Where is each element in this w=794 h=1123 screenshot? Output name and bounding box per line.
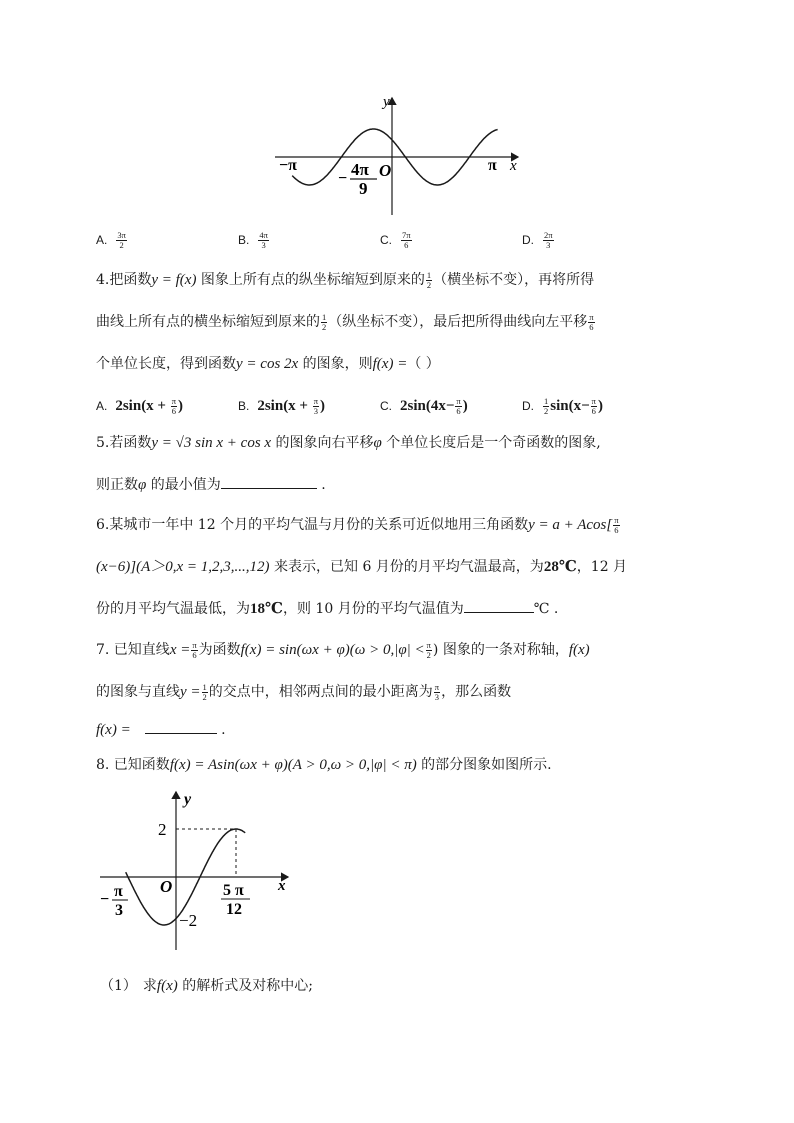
- pi-label: π: [488, 157, 497, 174]
- frac-num: 4π: [351, 160, 369, 179]
- option-label: D.: [522, 399, 534, 413]
- neg-pi3-den: 3: [115, 902, 123, 919]
- answer-blank[interactable]: [145, 719, 217, 734]
- two-label: 2: [158, 820, 167, 839]
- q7-line-2: 的图象与直线y = $\frac{1}{2}$ 的交点中，相邻两点间的最小距离为 $\frac{\pi}{3}$ ，那么函数: [96, 681, 512, 702]
- option-fraction: $\frac{7\pi}{6}$: [402, 230, 411, 250]
- option-fraction: $\frac{2\pi}{3}$: [544, 230, 553, 250]
- q3-option-a[interactable]: [96, 230, 128, 251]
- q6-line-2: (x−6)](A＞0,x = 1,2,3,...,12) 来表示，已知 6 月份的月平均气温最高，为28℃，12 月: [96, 559, 628, 575]
- q4-option-a[interactable]: A. 2sin(x + $\frac{\pi}{6}$ ): [96, 396, 184, 416]
- fivepi-den: 12: [226, 901, 242, 918]
- option-fraction: $\frac{3\pi}{2}$: [117, 230, 126, 250]
- y-axis-label: y: [383, 94, 390, 110]
- q5-line-2: 则正数φ 的最小值为 .: [96, 474, 326, 495]
- q3-option-c[interactable]: [380, 230, 413, 251]
- x-axis-label: x: [278, 878, 286, 894]
- option-label: D.: [522, 233, 534, 247]
- q8-sub1: （1） 求f(x) 的解析式及对称中心;: [100, 978, 313, 994]
- neg-pi-label: −π: [279, 157, 297, 174]
- q5-line-1: 5.若函数y = √3 sin x + cos x 的图象向右平移φ 个单位长度后是一个奇函数的图象,: [96, 435, 601, 451]
- option-label: C.: [380, 399, 392, 413]
- q7-line-1: 7. 已知直线x = $\frac{\pi}{6}$ 为函数f(x) = sin(ωx + φ)(ω > 0,|φ| < $\frac{\pi}{2}$ ) 图象的一条对称轴，f(x): [96, 639, 590, 660]
- q6-line-1: 6.某城市一年中 12 个月的平均气温与月份的关系可近似地用三角函数y = a + Acos[ $\frac{\pi}{6}$: [96, 514, 619, 535]
- fivepi-num: 5 π: [223, 882, 244, 899]
- neg-two-label: −2: [179, 911, 198, 930]
- y-axis-label: y: [184, 791, 192, 808]
- option-label: C.: [380, 233, 392, 247]
- q4-line-3: 个单位长度，得到函数y = cos 2x 的图象，则f(x) =（ ）: [96, 356, 440, 372]
- frac-sign: −: [338, 170, 348, 187]
- option-label: B.: [238, 399, 250, 413]
- figure-1-graph: [270, 90, 530, 220]
- neg-pi3-sign: −: [100, 891, 110, 908]
- answer-blank[interactable]: [221, 474, 317, 489]
- q8-line-1: 8. 已知函数f(x) = Asin(ωx + φ)(A > 0,ω > 0,|φ| < π) 的部分图象如图所示.: [96, 757, 552, 773]
- answer-blank[interactable]: [464, 598, 534, 613]
- option-label: B.: [238, 233, 250, 247]
- x-axis-label: x: [510, 158, 517, 174]
- origin-label: O: [160, 877, 173, 896]
- q3-option-d[interactable]: [522, 230, 555, 251]
- q4-option-c[interactable]: C. 2sin(4x− $\frac{\pi}{6}$ ): [380, 396, 468, 416]
- q3-option-b[interactable]: [238, 230, 270, 251]
- option-label: A.: [96, 399, 108, 413]
- q6-line-3: 份的月平均气温最低，为18℃，则 10 月份的平均气温值为 ℃ .: [96, 598, 558, 619]
- origin-label: O: [379, 161, 392, 180]
- frac-den: 9: [359, 179, 368, 198]
- option-fraction: $\frac{4\pi}{3}$: [259, 230, 268, 250]
- q4-option-b[interactable]: B. 2sin(x + $\frac{\pi}{3}$ ): [238, 396, 326, 416]
- neg-pi3-num: π: [114, 883, 123, 900]
- q7-line-3: f(x) = .: [96, 719, 226, 740]
- q4-line-2: 曲线上所有点的横坐标缩短到原来的 $\frac{1}{2}$ （纵坐标不变），最后把所得曲线向左平移 $\frac{\pi}{6}$: [96, 311, 594, 332]
- q4-option-d[interactable]: D. $\frac{1}{2}$ sin(x− $\frac{\pi}{6}$ ): [522, 396, 603, 416]
- option-label: A.: [96, 233, 108, 247]
- q4-line-1: 4.把函数y = f(x) 图象上所有点的纵坐标缩短到原来的 $\frac{1}{2}$ （横坐标不变），再将所得: [96, 269, 595, 290]
- figure-2-graph: [96, 786, 296, 956]
